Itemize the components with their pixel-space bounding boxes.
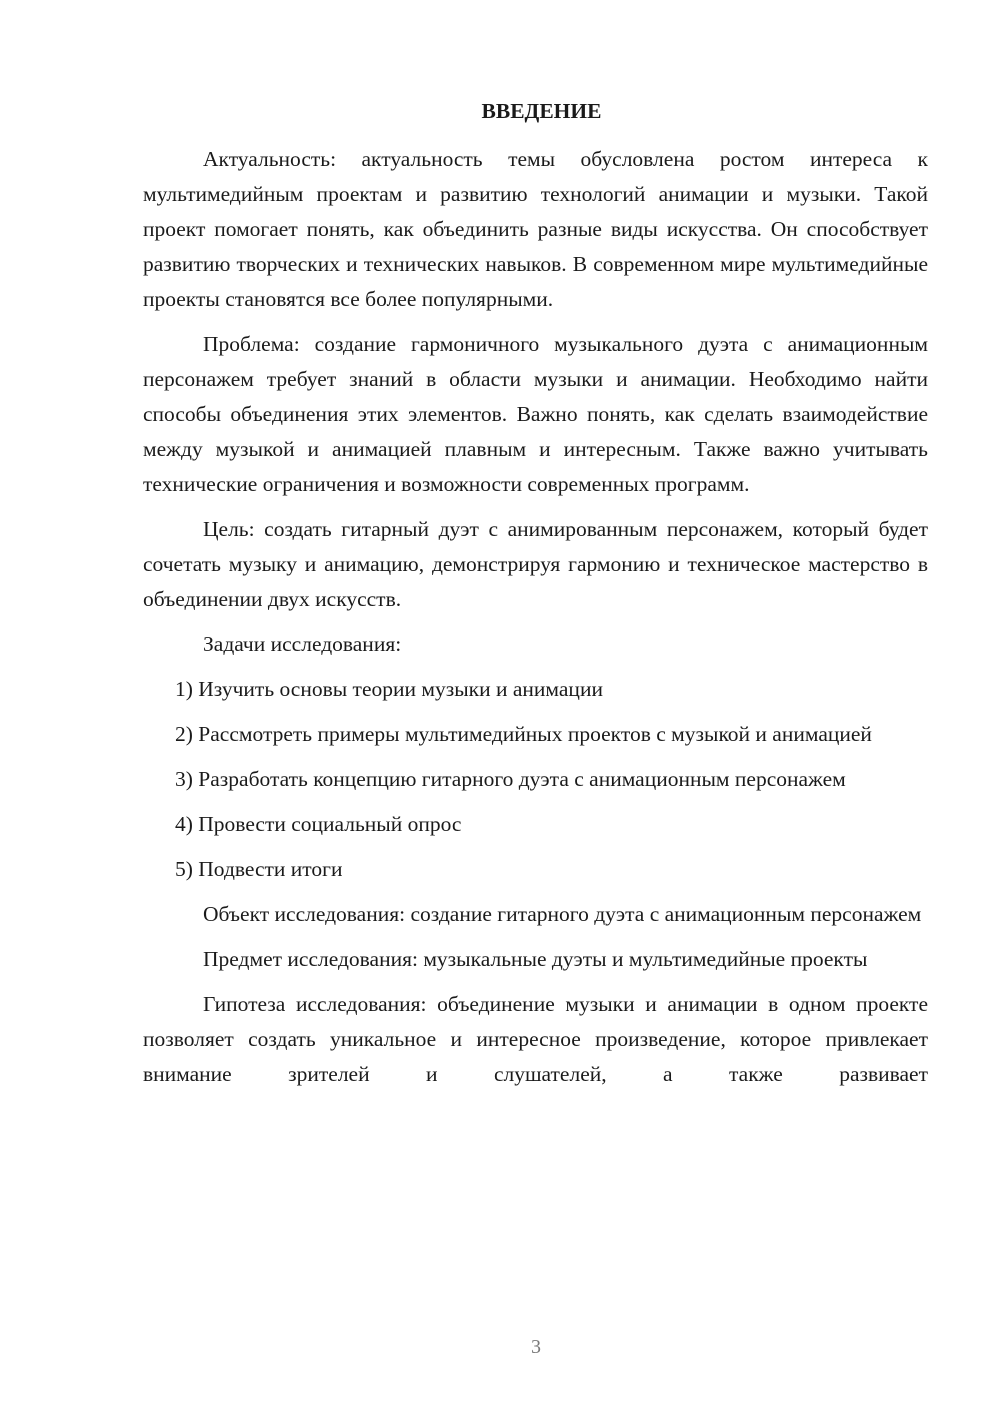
- tasks-title: Задачи исследования:: [203, 632, 402, 656]
- subject-paragraph: Предмет исследования: музыкальные дуэты и мультимедийные проекты: [203, 947, 868, 971]
- section-heading: ВВЕДЕНИЕ: [481, 99, 602, 123]
- page-number: 3: [531, 1336, 541, 1358]
- task-item: 2) Рассмотреть примеры мультимедийных проектов с музыкой и анимацией: [175, 722, 872, 746]
- document-page: [143, 96, 928, 1102]
- goal-paragraph: Цель: создать гитарный дуэт с анимированным персонажем, который будет сочетать музыку и анимацию, демонстрируя гармонию и техническое мастерство в объединении двух искусств.: [143, 517, 928, 611]
- relevance-paragraph: Актуальность: актуальность темы обусловлена ростом интереса к мультимедийным проектам и развитию технологий анимации и музыки. Такой проект помогает понять, как объединить разные виды искусства. Он способствует развитию творческих и технических навыков. В современном мире мультимедийные проекты становятся все более популярными.: [143, 147, 928, 311]
- task-item: 1) Изучить основы теории музыки и анимации: [175, 677, 603, 701]
- task-item: 4) Провести социальный опрос: [175, 812, 462, 836]
- task-item: 3) Разработать концепцию гитарного дуэта с анимационным персонажем: [175, 767, 846, 791]
- tasks-list: [143, 672, 928, 887]
- task-item: 5) Подвести итоги: [175, 857, 343, 881]
- problem-paragraph: Проблема: создание гармоничного музыкального дуэта с анимационным персонажем требует знаний в области музыки и анимации. Необходимо найти способы объединения этих элементов. Важно понять, как сделать взаимодействие между музыкой и анимацией плавным и интересным. Также важно учитывать технические ограничения и возможности современных программ.: [143, 332, 928, 496]
- object-paragraph: Объект исследования: создание гитарного дуэта с анимационным персонажем: [203, 902, 922, 926]
- hypothesis-paragraph: Гипотеза исследования: объединение музыки и анимации в одном проекте позволяет создать уникальное и интересное произведение, которое привлекает внимание зрителей и слушателей, а также развивает: [143, 992, 928, 1086]
